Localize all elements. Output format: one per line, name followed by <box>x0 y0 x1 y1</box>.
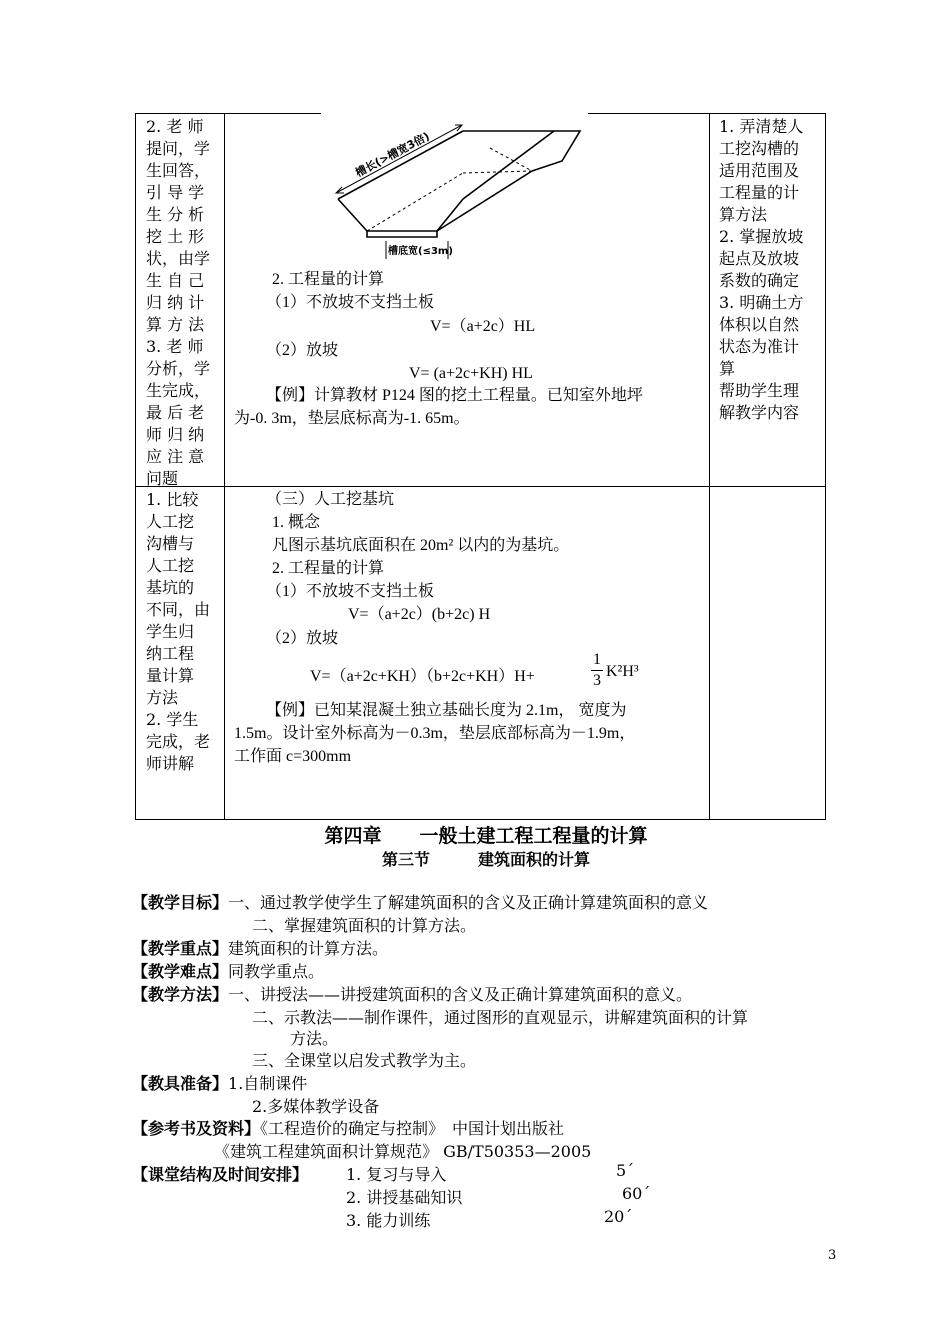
row2-formula2-tail: K²H³ <box>606 663 639 680</box>
goal-label: 【教学目标】 <box>132 893 229 912</box>
table-bottom-border <box>135 819 826 820</box>
row1-item1: （1）不放坡不支挡土板 <box>266 294 435 311</box>
key-label: 【教学重点】 <box>132 939 229 958</box>
plan-goal-row <box>132 892 708 914</box>
schedule-item <box>346 1187 462 1209</box>
row1-formula2: V= (a+2c+KH) HL <box>409 365 533 382</box>
plan-schedule-row <box>132 1164 308 1186</box>
row2-formula2-main: V=（a+2c+KH）（b+2c+KH）H+ <box>310 668 535 685</box>
row1-objective-cell: 1. 弄清楚人 工挖沟槽的 适用范围及 工程量的计 算方法 2. 掌握放坡 起点及放坡 系数的确定 3. 明确土方 体积以自然 状态为准计 算 帮助学生理 解教学内容 <box>719 117 804 422</box>
tools-label: 【教具准备】 <box>132 1074 229 1093</box>
plan-tools-row <box>132 1073 307 1095</box>
schedule-time: 20´ <box>604 1207 633 1226</box>
row2-item1: （1）不放坡不支挡土板 <box>266 583 435 600</box>
goal-item-2: 二、掌握建筑面积的计算方法。 <box>252 916 477 935</box>
fraction-numerator: 1 <box>591 650 603 671</box>
section-title: 第三节 建筑面积的计算 <box>381 850 590 869</box>
row2-calc-heading: 2. 工程量的计算 <box>272 560 385 577</box>
row2-formula2-fraction <box>591 650 603 691</box>
method-item-1: 一、讲授法——讲授建筑面积的含义及正确计算建筑面积的意义。 <box>228 985 693 1004</box>
table-row-separator <box>135 486 826 487</box>
tools-item-2: 2.多媒体教学设备 <box>252 1097 380 1116</box>
difficulty-text: 同教学重点。 <box>228 962 325 981</box>
table-col-divider-2 <box>709 113 710 820</box>
row1-example-line2: 为-0. 3m，垫层底标高为-1. 65m。 <box>234 410 470 427</box>
row1-item2: （2）放坡 <box>266 342 339 359</box>
row2-example-line3: 工作面 c=300mm <box>234 748 352 765</box>
trench-figure <box>322 113 588 265</box>
trench-length-label: 槽长(>槽宽3倍) <box>353 129 432 180</box>
fraction-denominator: 3 <box>593 672 601 689</box>
method-item-3: 三、全课堂以启发式教学为主。 <box>252 1051 477 1070</box>
tools-item-1: 1.自制课件 <box>228 1074 308 1093</box>
row2-item2: （2）放坡 <box>266 630 339 647</box>
plan-difficulty-row <box>132 961 324 983</box>
ref-item-1: 《工程造价的确定与控制》 中国计划出版社 <box>260 1119 565 1138</box>
page-number: 3 <box>828 1248 837 1263</box>
row2-concept-heading: 1. 概念 <box>272 514 321 531</box>
plan-method-row <box>132 984 692 1006</box>
row2-example-line2: 1.5m。设计室外标高为－0.3m，垫层底部标高为－1.9m， <box>234 725 636 742</box>
schedule-time: 5´ <box>616 1161 635 1180</box>
row2-formula1: V=（a+2c）(b+2c) H <box>348 606 491 623</box>
table-col-divider-1 <box>224 113 225 820</box>
schedule-item <box>346 1164 446 1186</box>
table-left-border <box>135 113 136 820</box>
schedule-item-label: 3. 能力训练 <box>346 1211 431 1230</box>
row1-activity-cell: 2. 老 师 提问，学 生回答， 引 导 学 生 分 析 挖 土 形 状，由学 生 自 己 归 纳 计 算 方 法 3. 老 师 分析，学 生完成， 最 后 老 师 归 纳 应 注 意 问题 <box>146 117 211 488</box>
method-item-2b: 方法。 <box>290 1029 339 1048</box>
trench-width-label: 槽底宽(≤3m) <box>388 246 453 257</box>
method-label: 【教学方法】 <box>132 985 229 1004</box>
table-right-border <box>825 113 826 820</box>
row1-formula1: V=（a+2c）HL <box>430 318 536 335</box>
chapter-title: 第四章 一般土建工程工程量的计算 <box>324 825 648 847</box>
table-top-border-right <box>588 113 826 114</box>
schedule-item-label: 2. 讲授基础知识 <box>346 1188 463 1207</box>
method-item-2a: 二、示教法——制作课件，通过图形的直观显示，讲解建筑面积的计算 <box>252 1008 749 1027</box>
plan-ref-row <box>132 1118 564 1140</box>
difficulty-label: 【教学难点】 <box>132 962 229 981</box>
row2-activity-cell: 1. 比较 人工挖 沟槽与 人工挖 基坑的 不同，由 学生归 纳工程 量计算 方法 2. 学生 完成，老 师讲解 <box>146 490 211 773</box>
row2-example-line1: 【例】已知某混凝土独立基础长度为 2.1m， 宽度为 <box>266 702 627 719</box>
ref-item-2: 《建筑工程建筑面积计算规范》 GB/T50353—2005 <box>214 1142 592 1161</box>
row2-concept-text: 凡图示基坑底面积在 20m² 以内的为基坑。 <box>272 537 570 554</box>
table-top-border-left <box>135 113 321 114</box>
row1-heading: 2. 工程量的计算 <box>272 271 385 288</box>
ref-label: 【参考书及资料】 <box>132 1119 261 1138</box>
schedule-label: 【课堂结构及时间安排】 <box>132 1165 309 1184</box>
key-text: 建筑面积的计算方法。 <box>228 939 389 958</box>
schedule-item <box>346 1210 430 1232</box>
row2-title: （三）人工挖基坑 <box>266 491 395 508</box>
schedule-time: 60´ <box>622 1184 651 1203</box>
schedule-item-label: 1. 复习与导入 <box>346 1165 447 1184</box>
trench-diagram <box>322 113 588 265</box>
goal-item-1: 一、通过教学使学生了解建筑面积的含义及正确计算建筑面积的意义 <box>228 893 709 912</box>
row1-example-line1: 【例】计算教材 P124 图的挖土工程量。已知室外地坪 <box>266 387 643 404</box>
plan-key-row <box>132 938 388 960</box>
